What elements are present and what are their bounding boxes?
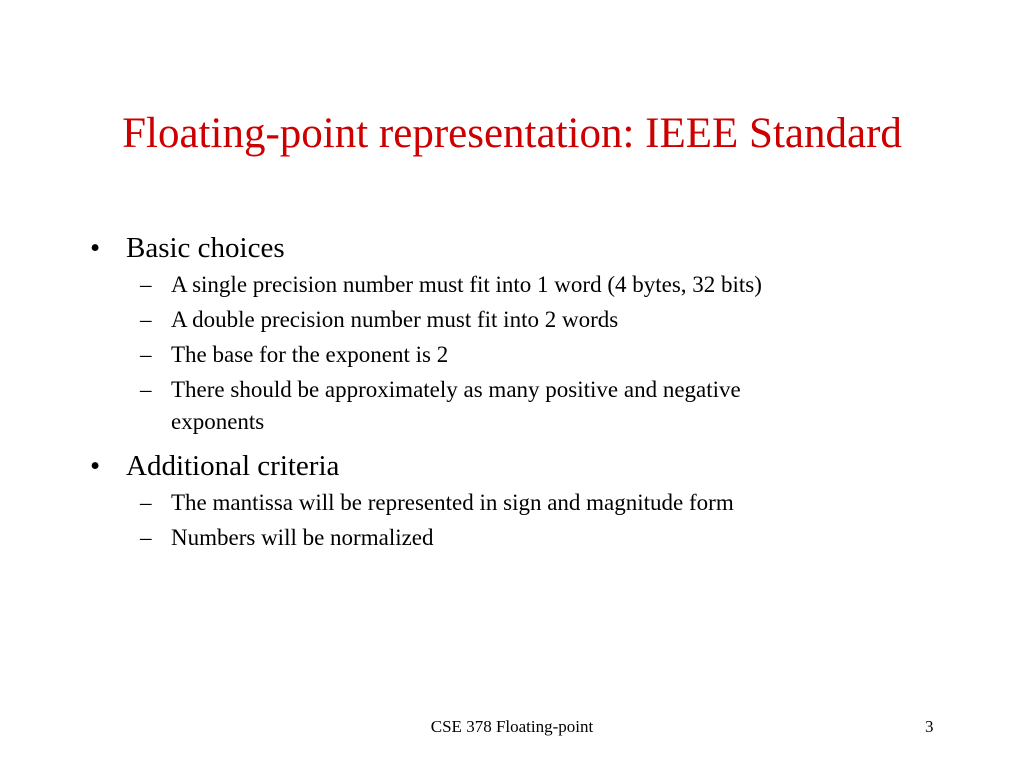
dash-glyph: – (140, 342, 152, 367)
bullet-text: Additional criteria (126, 450, 340, 482)
sub-bullet-text: The mantissa will be represented in sign and magnitude form (171, 490, 734, 515)
sub-bullet-item (90, 522, 970, 554)
sub-bullet-text: A double precision number must fit into 2 words (171, 307, 619, 332)
sub-bullet-item (90, 304, 970, 336)
bullet-group-additional-criteria (90, 448, 970, 554)
bullet-item (90, 230, 970, 266)
bullet-glyph: • (90, 232, 101, 264)
sub-bullet-text: There should be approximately as many positive and negative exponents (171, 377, 741, 434)
dash-glyph: – (140, 307, 152, 332)
bullet-group-basic-choices (90, 230, 970, 438)
sub-bullet-item (90, 269, 970, 301)
dash-glyph: – (140, 377, 152, 402)
sub-bullet-text: Numbers will be normalized (171, 525, 434, 550)
sub-bullet-text: The base for the exponent is 2 (171, 342, 449, 367)
slide-body (90, 230, 970, 554)
sub-bullet-item (90, 374, 811, 438)
sub-bullet-text: A single precision number must fit into 1 word (4 bytes, 32 bits) (171, 272, 762, 297)
sub-bullet-item (90, 339, 970, 371)
slide-footer: CSE 378 Floating-point (430, 717, 594, 736)
bullet-item (90, 448, 970, 484)
dash-glyph: – (140, 490, 152, 515)
bullet-text: Basic choices (126, 232, 285, 264)
slide-title: Floating-point representation: IEEE Standard (122, 110, 902, 157)
dash-glyph: – (140, 272, 152, 297)
bullet-glyph: • (90, 450, 101, 482)
sub-bullet-item (90, 487, 970, 519)
page-number: 3 (925, 717, 934, 736)
dash-glyph: – (140, 525, 152, 550)
